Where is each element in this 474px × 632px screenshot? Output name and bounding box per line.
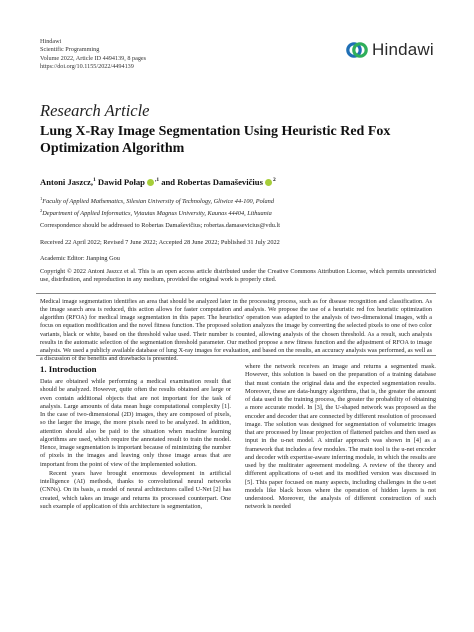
author-affil-mark: 2 bbox=[272, 177, 276, 184]
doi-link[interactable]: https://doi.org/10.1155/2022/4494139 bbox=[40, 63, 134, 71]
abstract: Medical image segmentation identifies an area that should be analyzed later in the processing process, such as for disease recognition and classification. As the image search area is reduced, this action allows for faster computation and analysis. We propose the use of a heuristic red fox heuristic optimization algorithm (RFOA) for medical image segmentation in this paper. The heuristics' operation was adapted to the analysis of two-dimensional images, with a focus on equation modification and the novel fitness function. The proposed solution analyzes the image by converting the selected pixels to one of two color variants, black or white, based on the threshold value used. Their number is counted, allowing analysis of the chosen threshold. As a result, such analysis results in the automatic selection of the segmentation threshold parameter. Our method propose a new fitness function and the adjustment of RFOA to image analysis. We used a publicly available database of lung X-ray images for evaluation, and based on the results, an accuracy analysis was performed, as well as a discussion of the benefits and drawbacks is presented. bbox=[40, 298, 432, 363]
affiliation-mark: 2 bbox=[40, 207, 43, 213]
hindawi-logo-icon bbox=[346, 39, 368, 61]
abstract-bottom-rule bbox=[36, 355, 436, 356]
journal-meta bbox=[40, 38, 146, 72]
author-name: Antoni Jaszcz, bbox=[40, 177, 93, 187]
publication-dates: Received 22 April 2022; Revised 7 June 2022; Accepted 28 June 2022; Published 31 July 2022 bbox=[40, 239, 280, 246]
author-name: Dawid Połap bbox=[97, 177, 145, 187]
author-name: Robertas Damaševičius bbox=[177, 177, 263, 187]
article-title: Lung X-Ray Image Segmentation Using Heuristic Red Fox Optimization Algorithm bbox=[40, 124, 391, 156]
paragraph: where the network receives an image and returns a segmented mask. However, this solution is based on the preparation of a training database that must contain the original data and the expected segmentation results. Moreover, these are data-hungry algorithms, that is, the greater the amount of data used in the training process, the greater the probability of obtaining a more accurate model. In [3], the U-shaped network was proposed as the encoder and decoder that are connected by different resolution of processed image. The solution was designed for segmentation of volumetric images that are processed by linear projection of flattened patches and then used as input in the u-net model. A similar approach was shown in [4] as a framework that includes a few modules. The main tool is the u-net encoder and decoder with expertise-aware inferring module, in which the results are used by the multirater agreement modeling. A review of the theory and different applications of u-net and its modified version was discussed in [5]. This paper focused on many aspects, including challenges in the u-net models like black boxes where the operation of hidden layers is not understood. Moreover, the analysis of different construction of such network is needed bbox=[245, 363, 436, 511]
logo-text: Hindawi bbox=[372, 40, 434, 59]
paragraph: Recent years have brought enormous development in artificial intelligence (AI) methods, thanks to convolutional neural networks (CNNs). On its basis, a model of neural architectures called U-Net [2] has created, which takes an image and returns its processed counterpart. One such example of application of this architecture is segmentation, bbox=[40, 469, 231, 510]
correspondence: Correspondence should be addressed to Robertas Damaševičius; robertas.damasevicius@vdu.lt bbox=[40, 222, 280, 229]
author-conjunction: and bbox=[159, 177, 178, 187]
author-affil-mark: ,1 bbox=[154, 177, 160, 184]
paragraph: Data are obtained while performing a medical examination result that should be analyzed. However, quite often the results obtained are large or even contain additional objects that are not important for the task of analysis. Large amounts of data mean huge computational complexity [1]. In the case of two-dimensional (2D) images, they are composed of pixels, so the larger the image, the more pixels need to be analyzed. In addition, attention should also be paid to the situation when machine learning algorithms are used, which require the annotated result to train the model. Hence, image segmentation is important because of minimizing the number of pixels in the images and leaving only those image areas that are important from the point of view of the implemented solution. bbox=[40, 378, 231, 468]
body-column-right bbox=[245, 363, 436, 512]
affiliation-mark: 1 bbox=[40, 196, 43, 201]
abstract-top-rule bbox=[36, 293, 436, 294]
body-column-left bbox=[40, 378, 231, 511]
affiliation-1 bbox=[40, 195, 274, 207]
affiliation-2 bbox=[40, 207, 274, 219]
hindawi-logo bbox=[346, 38, 434, 62]
affiliation-text: Faculty of Applied Mathematics, Silesian University of Technology, Gliwice 44-100, Poland bbox=[42, 198, 274, 206]
journal-title: Scientific Programming bbox=[40, 46, 100, 54]
orcid-icon[interactable] bbox=[147, 179, 154, 186]
orcid-icon[interactable] bbox=[265, 179, 272, 186]
publisher-name: Hindawi bbox=[40, 38, 62, 45]
affiliation-text: Department of Applied Informatics, Vytautas Magnus University, Kaunas 44404, Lithuania bbox=[42, 209, 272, 217]
author-list bbox=[40, 177, 276, 187]
article-type: Research Article bbox=[40, 101, 150, 120]
author-affil-mark: 1 bbox=[93, 177, 96, 184]
academic-editor: Academic Editor: Jianping Gou bbox=[40, 255, 120, 262]
volume-line: Volume 2022, Article ID 4494139, 8 pages bbox=[40, 54, 147, 62]
section-heading: 1. Introduction bbox=[40, 364, 97, 374]
affiliations bbox=[40, 195, 274, 218]
copyright-notice: Copyright © 2022 Antoni Jaszcz et al. This is an open access article distributed under the Creative Commons Attribution License, which permits unrestricted use, distribution, and reproduction in any medium, provided the original work is properly cited. bbox=[40, 268, 436, 284]
